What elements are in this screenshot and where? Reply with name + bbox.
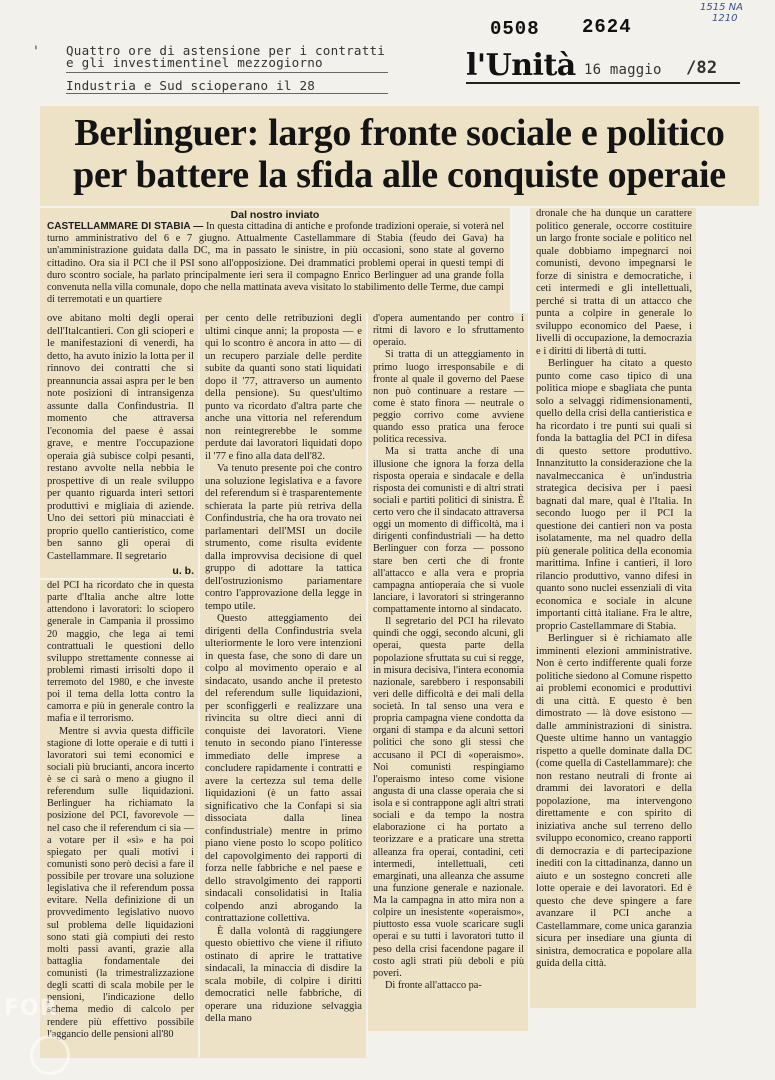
kicker-rule [66, 72, 388, 73]
col2-p4: È dalla volontà di raggiungere questo obiettivo che viene il rifiuto ostinato di aprire le trattative sindacali, la minaccia di disdire la scala mobile, di colpire i diritti democratici nelle fabbriche, di operare una riduzione selvaggia della mano [205, 925, 362, 1024]
lead-paragraph [40, 221, 510, 306]
masthead-rule [466, 82, 740, 84]
archive-code-b: 2624 [582, 16, 632, 38]
lead-text: In questa cittadina di antiche e profonde tradizioni operaie, si voterà nel turno amministrativo del 6 e 7 giugno. Attualmente Castellammare di Stabia (feudo dei Gava) ha un'amministrazione guidata dalla DC, ma in passato le sinistre, in più occasioni, sono state al governo cittadino. Ora sia il PCI che il PSI sono all'opposizione. Dei drammatici problemi operai in questi tempi di duro scontro sociale, ha parlato principalmente ieri sera il compagno Enrico Berlinguer ad una grande folla convenuta nella villa comunale, dopo che nella mattinata aveva visitato lo stabilimento delle Terme, due campi di terremotati e un quartiere [47, 221, 505, 306]
margin-mark: ' [34, 44, 38, 60]
col3-p3: Ma si tratta anche di una illusione che ignora la forza della risposta operaia e sindacale e della risposta dei comunisti e di altri strati sociali e partiti politici di sinistra. È certo vero che il sindacato attraversa oggi un momento di difficoltà, ma i dirigenti confindustriali — ha detto Berlinguer con forza — possono stare ben certi che di fronte all'attacco e alla vera e propria campagna antioperaia che si vuole lanciare, i lavoratori si stringeranno compattamente intorno al sindacato. [373, 446, 524, 615]
newspaper-logo: l'Unità [466, 48, 576, 83]
kicker-block [66, 45, 466, 69]
col3-p4: Il segretario del PCI ha rilevato quindi che oggi, secondo alcuni, gli operai, questa parte della popolazione sfruttata su cui si regge, in misura decisiva, l'intera economia nazionale, sarebbero i responsabili veri delle difficoltà e dei mali della società. In tal senso una vera e propria campagna viene condotta da organi di stampa e da alcuni settori politici che sono gli stessi che accusano il PCI di «operaismo». Noi comunisti respingiamo l'operaismo inteso come visione angusta di una classe operaia che si isola e si contrappone agli altri strati sociali e da tempo la nostra elaborazione ci ha portato a teorizzare e a praticare una stretta alleanza fra operai, contadini, ceti intermedi, intellettuali, ceti emarginati, una alleanza che assume una funzione generale e nazionale. Ma la campagna in atto mira non a colpire un inesistente «operaismo», piuttosto essa vuole scaricare sugli operai e su tutti i lavoratori tutto il peso della crisi facendone pagare il costo agli strati più deboli e più poveri. [373, 616, 524, 979]
headline-clip [40, 106, 759, 206]
archive-code-a: 0508 [490, 18, 540, 40]
col3-p2: Si tratta di un atteggiamento in primo luogo irresponsabile e di fronte al quale il governo del Paese non può continuare a restare — come è stato finora — neutrale o peggio corrivo come avviene quando esso pratica una feroce politica recessiva. [373, 349, 524, 446]
masthead-year: /82 [686, 58, 718, 78]
lead-clip [40, 208, 510, 313]
kicker-line-1: Quattro ore di astensione per i contratti [66, 43, 386, 58]
col1-top-clip [40, 313, 198, 578]
col4-p2: Berlinguer ha citato a questo punto come caso tipico di una politica miope e sbagliata che punta solo a selvaggi ridimensionamenti, quello della crisi della cantieristica e ha ricordato i tre punti sui quali si fonda la battaglia del PCI in difesa di questo settore produttivo. Innanzitutto la considerazione che la navalmeccanica è un'industria strategica decisiva per i paesi bagnati dal mare, qual è l'Italia. In secondo luogo per il PCI la questione dei cantieri non va posta isolatamente, ma nel quadro della più generale politica della economia marittima. Infine i cantieri, il loro rilancio produttivo, vanno difesi in quanto sono nuclei essenziali di vita economica e sociale in alcune importanti città italiane. Fra le altre, proprio Castellammare di Stabia. [536, 358, 692, 632]
kicker-line-2: e gli investimentinel mezzogiorno [66, 55, 323, 70]
col3-p1: d'opera aumentando per contro i ritmi di lavoro e lo sfruttamento operaio. [373, 313, 524, 349]
col1-bottom-p1: del PCI ha ricordato che in questa parte d'Italia anche altre lotte attendono i lavoratori: lo sciopero generale in Campania il prossimo 20 maggio, che lega ai temi contrattuali le questioni dello sviluppo strettamente connesse ai problemi rimasti irrisolti dopo il terremoto del 1980, e che investe poi il tema della lotta contro la camorra e più in generale contro la mafia e il terrorismo. [47, 580, 194, 725]
col1-bottom-p2: Mentre si avvia questa difficile stagione di lotte operaie e di tutti i lavoratori sui temi economici e sociali più brucianti, ancora incerto è se ci sarà o meno a giugno il referendum sulle liquidazioni. Berlinguer ha richiamato la posizione del PCI, favorevole — nel caso che il referendum ci sia — a votare per il «sì» e ha poi spiegato per quali motivi i comunisti sono però decisi a fare il possibile per trovare una soluzione legislativa che il referendum possa evitare. Nella definizione di un provvedimento legislativo nuovo sul problema delle liquidazioni sono stati già compiuti dei resto molti passi avanti, grazie alla battaglia fondamentale dei comunisti (la trimestralizzazione degli scatti di scala mobile per le pensioni, l'indicazione dello schema medio di calcolo per rendere più effettivo possibile l'aggancio delle pensioni all'80 [47, 725, 194, 1040]
col4-p1: dronale che ha dunque un carattere politico generale, occorre costituire un largo fronte sociale e politico nel quale dobbiamo impegnarci noi comunisti, devono impegnarsi le forze di sinistra e democratiche, i ceti intermedi e gli intellettuali, perché si tratta di un attacco che punta a colpire in generale lo sviluppo economico del Paese, i livelli di occupazione, la democrazia e i diritti di libertà di tutti. [536, 208, 692, 357]
col2-p2: Va tenuto presente poi che contro una soluzione legislativa e a favore del referendum si è trasparentemente schierata la parte più retriva della Confindustria, che ha ora trovato nei parlamentari dell'MSI un docile strumento, come risulta evidente dalla improvvisa decisione di quel gruppo di adottare la tattica dell'ostruzionismo pariamentare contro l'approvazione della legge in tempo utile. [205, 463, 362, 612]
headline-line-1: Berlinguer: largo fronte sociale e politico [74, 112, 725, 154]
handwritten-archive-note [700, 2, 770, 24]
col4-p3: Berlinguer si è richiamato alle imminenti elezioni amministrative. Non è certo indifferente quali forze politiche siedono al Comune rispetto ai problemi economici e produttivi di una città. E questo è ben dimostrato — là dove esistono — dalle amministrazioni di sinistra. Queste ultime hanno un vantaggio rispetto a quelle dominate dalla DC (come quella di Castellammare): che non restano neutrali di fronte ai drammi dei lavoratori e della popolazione, ma intervengono direttamente e con spirito di iniziativa anche sul terreno dello sviluppo economico, creano rapporti di democrazia e di partecipazione inediti con la cittadinanza, danno un aiuto e un sostegno concreti alle lotte operaie e dei lavoratori. Ed è questo che deve spingere a fare avanzare il PCI anche a Castellammare, come unica garanzia sicura per insediare una giunta di sinistra, democratica e popolare alla guida della città. [536, 633, 692, 969]
masthead-date: 16 maggio [584, 62, 662, 78]
watermark-ring-icon [30, 1035, 70, 1075]
author-signature: u. b. [172, 565, 194, 577]
dateline: CASTELLAMMARE DI STABIA — [47, 221, 204, 232]
col1-bottom-clip [40, 580, 198, 1058]
col2-p1: per cento delle retribuzioni degli ultimi cinque anni; la proposta — e qui lo scontro è ancora in atto — di un recupero parziale delle perdite subite da quanti sono stati liquidati dopo il '77, attraverso un aumento della pensione). Su quest'ultimo punto va ricordato d'altra parte che anche una vittoria nel referendum non reintegrerebbe le somme perdute dai lavoratori liquidati dopo il '77 e fino alla data dell'82. [205, 313, 362, 462]
byline: Dal nostro inviato [230, 209, 320, 221]
note-line-1: 1515 NA [700, 2, 743, 13]
col2-clip [200, 313, 366, 1058]
kicker-line-3: Industria e Sud scioperano il 28 [66, 80, 388, 94]
col1-top-text: ove abitano molti degli operai dell'Italcantieri. Con gli scioperi e le manifestazioni di venerdì, ha detto, ha avuto inizio la lotta per il rinnovo dei contratti che si preannuncia assai aspra per le ben note posizioni di intransigenza assunte dalla Confindustria. Il momento che attraversa l'economia del paese è assai grave, e mentre l'occupazione operaia già subisce colpi pesanti, restano avvolte nella nebbia le prospettive di un reale sviluppo per quanto riguarda interi settori produttivi e migliaia di aziende. Uno dei settori più minacciati è proprio quello cantieristico, come ben sanno gli operai di Castellammare. Il segretario [47, 313, 194, 562]
headline-line-2: per battere la sfida alle conquiste operaie [73, 154, 726, 196]
col3-clip [368, 313, 528, 1031]
col2-p3: Questo atteggiamento dei dirigenti della Confindustria svela ulteriormente le loro vere intenzioni in questa fase, che sono di dare un colpo al movimento operaio e al sindacato, usando anche il pretesto del referendum sulle liquidazioni, per sconfiggerli e realizzare una rivincita su oltre dieci anni di conquiste dei lavoratori. Viene tenuto in secondo piano l'interesse immediato delle imprese a concludere rapidamente i contratti e avere la certezza sul tema delle liquidazioni (è un fatto assai significativo che la Confapi si sia dissociata dalla linea confindustriale) mentre in primo piano viene posto lo scopo politico del capovolgimento dei rapporti di forza nelle fabbriche e nel paese e dello stravolgimento dei rapporti sindacali consolidatisi in Italia colpendo anzi abrogando la contrattazione collettiva. [205, 613, 362, 924]
archive-watermark: FOR [4, 996, 58, 1021]
col4-clip [530, 208, 696, 1008]
note-line-2: 1210 [712, 13, 738, 24]
col3-p5: Di fronte all'attacco pa- [385, 979, 482, 991]
